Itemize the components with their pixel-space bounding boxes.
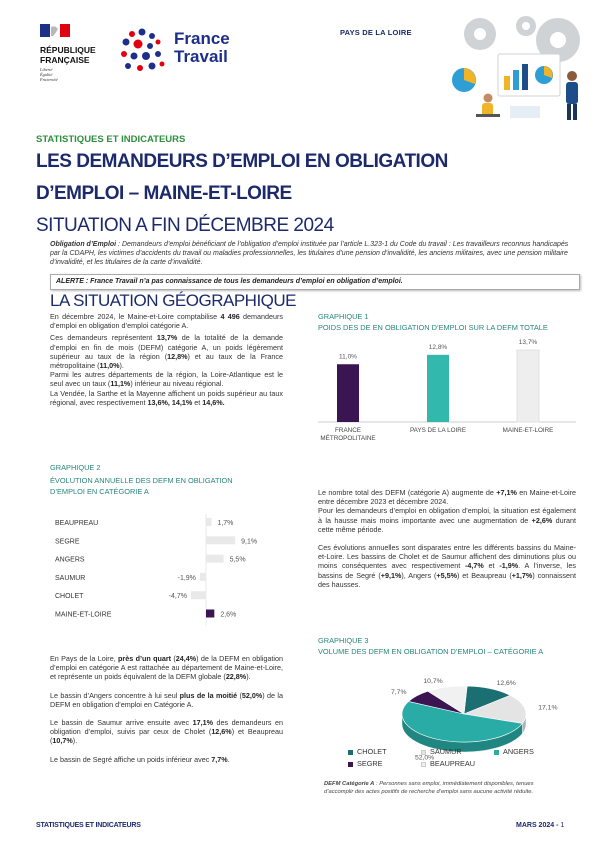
- chart3-value-label: 10,7%: [423, 678, 443, 686]
- chart3-legend-swatch: [348, 750, 353, 755]
- chart2-value-label: 5,5%: [229, 556, 246, 564]
- chart3-value-label: 52,0%: [414, 754, 435, 762]
- paragraph: Ces demandeurs représentent 13,7% de la totalité de la demande d’emploi en fin de mois (DEFM) catégorie A, un poids légèrement supérieur au taux de la région (12,8%) et au taux de la France métropolitaine (11,0%).: [50, 333, 283, 371]
- rf-line-1: RÉPUBLIQUE: [40, 45, 96, 55]
- alert-box: [50, 274, 580, 290]
- marianne-flag-icon: [40, 24, 70, 37]
- chart2-bar: [200, 573, 206, 581]
- france-travail-logo: [118, 28, 248, 78]
- chart1-bar: [517, 350, 539, 422]
- chart3-legend-swatch: [348, 762, 353, 767]
- paragraph: Le bassin d’Angers concentre à lui seul plus de la moitié (52,0%) de la DEFM en obligation d’emploi en Catégorie A.: [50, 690, 283, 709]
- rf-line-2: FRANÇAISE: [40, 55, 90, 65]
- chart2-value-label: -4,7%: [168, 593, 187, 601]
- section-title: LA SITUATION GÉOGRAPHIQUE: [50, 291, 297, 310]
- person-icon: [476, 94, 500, 118]
- chart3-value-label: 7,7%: [391, 688, 407, 696]
- republique-francaise-logo: [40, 24, 110, 84]
- graph1-label: GRAPHIQUE 1: [318, 312, 369, 321]
- brand-line-1: France: [174, 29, 230, 48]
- chart3-legend-swatch: [421, 750, 426, 755]
- chart2-category-label: SEGRE: [55, 538, 80, 546]
- definition-text: : Demandeurs d’emploi bénéficiant de l’obligation d’emploi instituée par l’article L.323-1 du Code du travail : Les travailleurs reconnus handicapés par la CDAPH, les victimes d’accidents du travail ou maladies professionnelles, les titulaires d’une pension d’invalidité, les anciens militaires, avec une pension militaire d’invalidité, et les titulaires de la carte d’invalidité.: [50, 241, 569, 267]
- chart1-value-label: 12,8%: [428, 343, 448, 351]
- chart2-value-label: 2,6%: [220, 611, 237, 619]
- desk: [510, 106, 540, 118]
- paragraph: Ces évolutions annuelles sont disparates entre les différents bassins du Maine-et-Loire. Les bassins de Cholet et de Saumur affichent des diminutions plus ou moins conséquentes avec respectivement -4,7% et -1,9%. A l’inverse, les bassins de Segré (+9,1%), Angers (+5,5%) et Beaupreau (+1,7%) connaissent des hausses.: [318, 543, 576, 589]
- graph2-title-line-1: ÉVOLUTION ANNUELLE DES DEFM EN OBLIGATION: [50, 476, 233, 485]
- chart1-category-label: MAINE-ET-LOIRE: [502, 427, 554, 434]
- defm-note-text: : Personnes sans emploi, immédiatement disponibles, tenues d’accomplir des actes positifs de recherche d’emploi sans aucune activité réduite.: [324, 781, 534, 795]
- chart3-legend-swatch: [421, 762, 426, 767]
- paragraph: Le bassin de Segré affiche un poids inférieur avec 7,7%.: [50, 754, 230, 764]
- definition-label: Obligation d’Emploi: [50, 241, 117, 248]
- chart2-bar: [206, 610, 214, 618]
- chart3-value-label: 17,1%: [538, 704, 558, 712]
- chart2-bar: [206, 536, 235, 544]
- graph3-label: GRAPHIQUE 3: [318, 636, 369, 645]
- intro-text-block: [50, 312, 283, 407]
- chart-graph2: [50, 512, 300, 632]
- region-name: PAYS DE LA LOIRE: [340, 28, 412, 37]
- page-title-line-1: LES DEMANDEURS D’EMPLOI EN OBLIGATION: [36, 151, 448, 172]
- chart1-category-label: MÉTROPOLITAINE: [320, 435, 376, 442]
- chart3-legend-swatch: [494, 750, 499, 755]
- chart2-category-label: BEAUPREAU: [55, 520, 99, 527]
- chart3-legend-item: [421, 746, 494, 758]
- kicker-label: STATISTIQUES ET INDICATEURS: [36, 134, 186, 145]
- chart-graph1: [318, 338, 580, 468]
- chart3-legend-item: [494, 746, 567, 758]
- graph2-title-line-2: D’EMPLOI EN CATÉGORIE A: [50, 487, 149, 496]
- chart3-legend-label: CHOLET: [357, 747, 387, 756]
- defm-note-label: DEFM Catégorie A: [324, 781, 375, 787]
- france-travail-dots-icon: [118, 28, 176, 76]
- chart2-value-label: 1,7%: [217, 520, 234, 527]
- graph3-title: VOLUME DES DEFM EN OBLIGATION D’EMPLOI – CATÉGORIE A: [318, 647, 544, 656]
- evolution-text-block: [318, 488, 576, 589]
- chart3-legend-label: SEGRE: [357, 759, 383, 768]
- graph1-title: POIDS DES DE EN OBLIGATION D’EMPLOI SUR LA DEFM TOTALE: [318, 323, 548, 332]
- graph2-label: GRAPHIQUE 2: [50, 463, 101, 472]
- chart3-legend-label: BEAUPREAU: [430, 759, 476, 768]
- chart1-bar: [337, 364, 359, 422]
- paragraph: En Pays de la Loire, près d’un quart (24,4%) de la DEFM en obligation d’emploi en catégorie A est rattachée au département de Maine-et-Loire, et représente un poids équivalent de la DEFM globale (22,8%).: [50, 654, 283, 682]
- chart2-bar: [191, 591, 206, 599]
- chart3-legend-label: SAUMUR: [430, 747, 462, 756]
- chart1-bar: [427, 355, 449, 422]
- rf-motto-3: Fraternité: [40, 77, 58, 82]
- paragraph: Pour les demandeurs d’emploi en obligation d’emploi, la situation est également à la hausse mais moins importante avec une augmentation de +2,6% durant cette même période.: [318, 506, 576, 534]
- chart2-category-label: MAINE-ET-LOIRE: [55, 611, 112, 619]
- chart2-bar: [206, 518, 211, 526]
- person-icon: [566, 71, 578, 120]
- rf-motto-2: Égalité: [40, 72, 53, 77]
- chart2-category-label: ANGERS: [55, 556, 85, 564]
- volume-text-block: [50, 654, 283, 764]
- chart2-category-label: SAUMUR: [55, 574, 86, 582]
- alert-text: ALERTE : France Travail n’a pas connaissance de tous les demandeurs d’emploi en obligation d’emploi.: [56, 278, 403, 285]
- chart2-category-label: CHOLET: [55, 593, 84, 601]
- defm-note: [324, 781, 564, 796]
- chart3-legend-label: ANGERS: [503, 747, 534, 756]
- chart3-legend-item: [348, 758, 421, 770]
- page-subtitle: SITUATION A FIN DÉCEMBRE 2024: [36, 215, 334, 236]
- chart2-bar: [206, 555, 224, 563]
- chart3-legend-item: [348, 746, 421, 758]
- chart1-value-label: 11,0%: [339, 353, 357, 361]
- chart1-category-label: PAYS DE LA LOIRE: [409, 427, 467, 434]
- chart1-category-label: FRANCE: [335, 427, 361, 434]
- rf-motto-1: Liberté: [40, 67, 53, 72]
- paragraph: La Vendée, la Sarthe et la Mayenne affichent un poids supérieur au taux régional, avec respectivement 13,6%, 14,1% et 14,6%.: [50, 388, 283, 407]
- definition-block: [50, 240, 580, 268]
- chart2-value-label: 9,1%: [241, 538, 258, 546]
- chart3-value-label: 12,6%: [496, 680, 516, 688]
- paragraph: Le bassin de Saumur arrive ensuite avec 17,1% des demandeurs en obligation d’emploi, suivis par ceux de Cholet (12,6%) et Beaupreau (10,7%).: [50, 718, 283, 746]
- page-number: 1: [560, 822, 565, 829]
- page-title-line-2: D’EMPLOI – MAINE-ET-LOIRE: [36, 183, 292, 204]
- paragraph: Parmi les autres départements de la région, la Loire-Atlantique est le seul avec un taux (11,1%) inférieur au niveau régional.: [50, 370, 283, 389]
- footer-left: STATISTIQUES ET INDICATEURS: [36, 822, 141, 829]
- paragraph: Le nombre total des DEFM (catégorie A) augmente de +7,1% en Maine-et-Loire entre décembre 2023 et décembre 2024.: [318, 488, 576, 507]
- brand-line-2: Travail: [174, 47, 228, 66]
- chart1-value-label: 13,7%: [518, 339, 538, 347]
- footer-right: [516, 822, 564, 829]
- chart3-legend-item: [421, 758, 494, 770]
- footer-date: MARS 2024 -: [516, 822, 559, 829]
- header-illustration: [440, 10, 595, 125]
- chart2-value-label: -1,9%: [177, 574, 196, 582]
- graph3-legend: [348, 746, 568, 770]
- paragraph: En décembre 2024, le Maine-et-Loire comptabilise 4 496 demandeurs d’emploi en obligation d’emploi catégorie A.: [50, 312, 283, 331]
